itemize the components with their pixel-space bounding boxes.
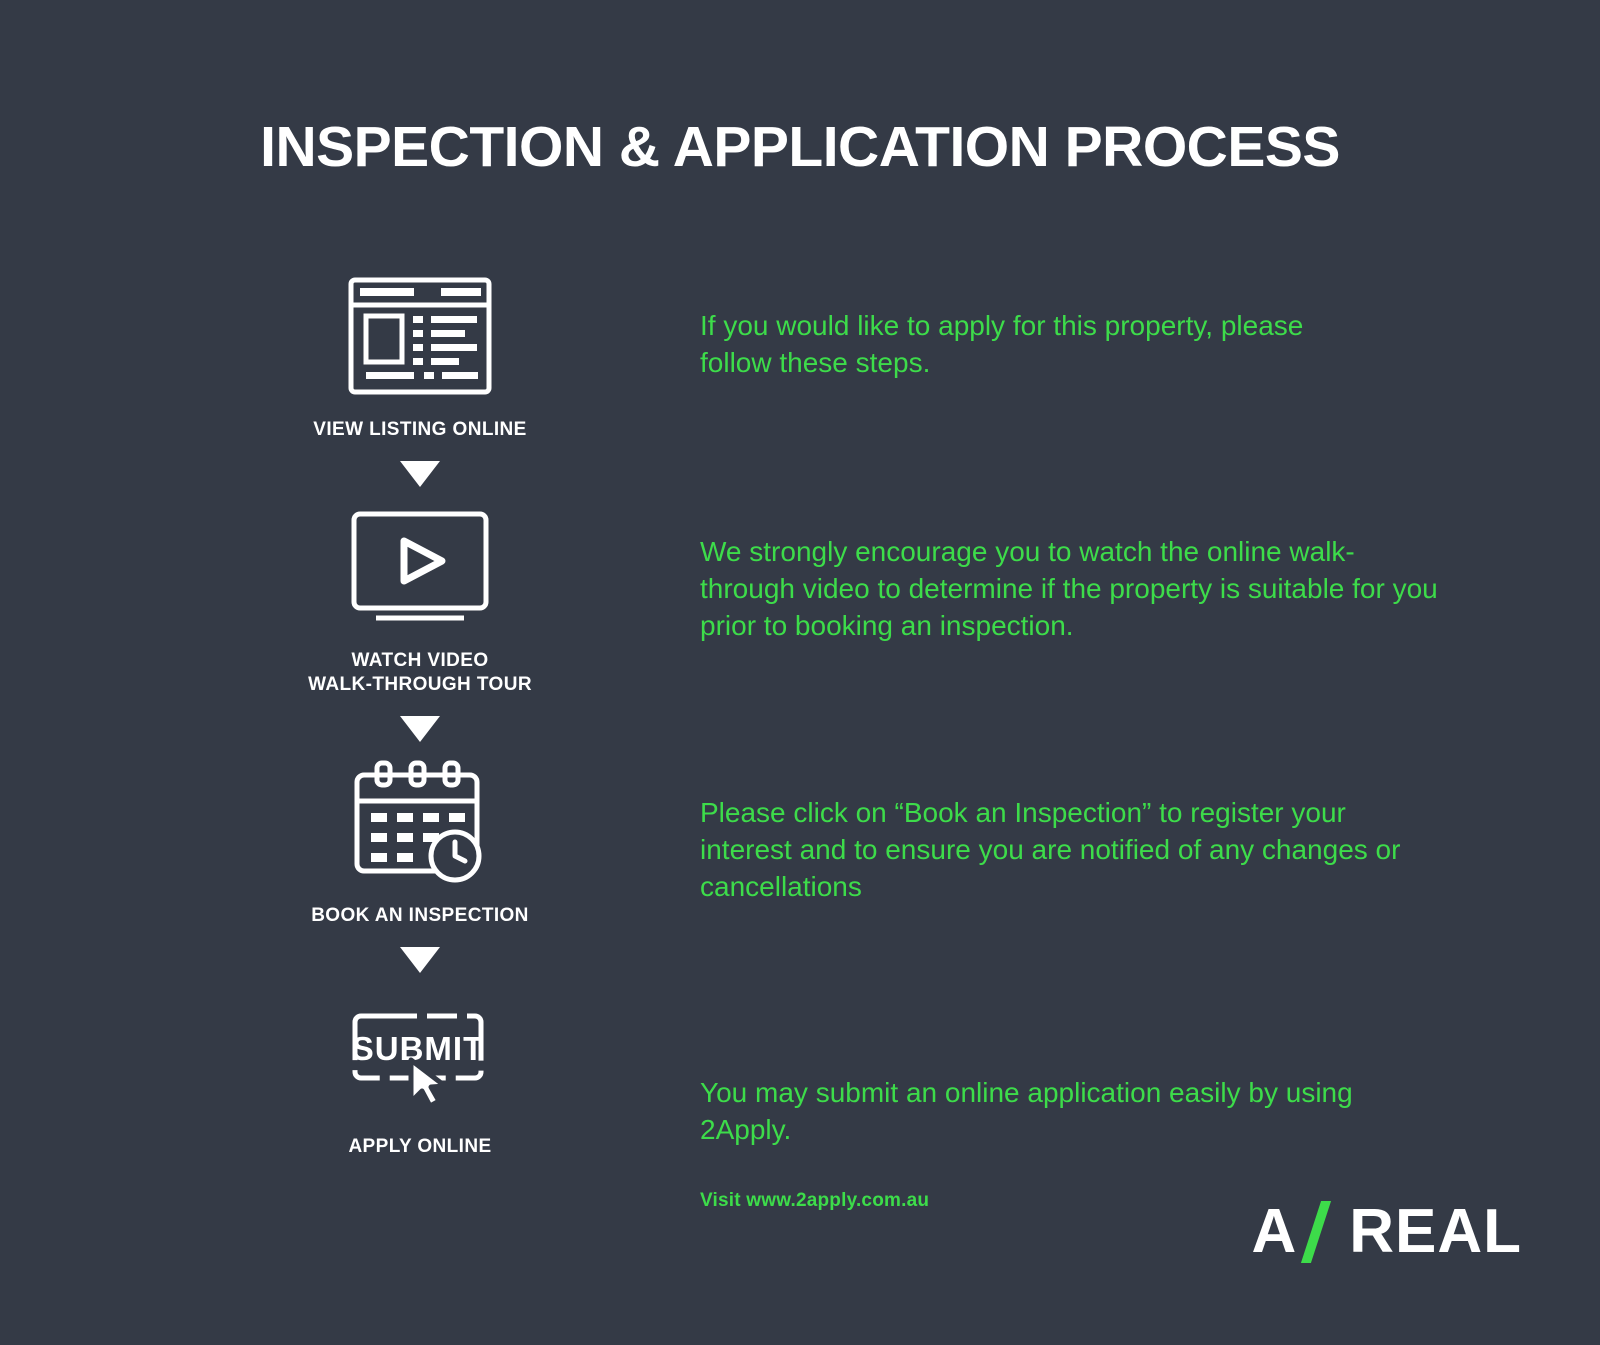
step-label-watch-video-line2: WALK-THROUGH TOUR [308, 674, 532, 696]
page-title: INSPECTION & APPLICATION PROCESS [260, 115, 1340, 179]
calendar-clock-icon [340, 756, 500, 888]
browser-listing-icon [340, 270, 500, 402]
brand-logo [1251, 1196, 1522, 1267]
step-label-book-inspection: BOOK AN INSPECTION [311, 905, 529, 927]
logo-letter-a: A [1251, 1197, 1298, 1266]
arrow-down-icon-2 [400, 716, 440, 742]
description-apply-online: You may submit an online application easily by using 2Apply. [700, 1077, 1353, 1145]
step-label-watch-video-line1: WATCH VIDEO [351, 649, 489, 671]
description-view-listing: If you would like to apply for this property, please follow these steps. [700, 310, 1304, 378]
description-watch-video: We strongly encourage you to watch the online walk-through video to determine if the property is suitable for you prior to booking an inspection. [700, 536, 1438, 641]
step-apply-online[interactable] [270, 987, 570, 1160]
step-label-watch-video [308, 649, 532, 698]
arrow-down-icon-1 [400, 461, 440, 487]
visit-link[interactable]: Visit www.2apply.com.au [700, 1190, 930, 1211]
description-book-inspection: Please click on “Book an Inspection” to register your interest and to ensure you are notified of any changes or cancellations [700, 797, 1401, 902]
step-label-apply-online: APPLY ONLINE [348, 1135, 492, 1157]
svg-text:SUBMIT: SUBMIT [351, 1029, 485, 1067]
arrow-down-icon-3 [400, 947, 440, 973]
slash-icon [1301, 1201, 1335, 1263]
step-watch-video[interactable] [270, 501, 570, 698]
steps-column [270, 270, 570, 1159]
submit-button-cursor-icon [340, 987, 500, 1119]
step-book-inspection[interactable] [270, 756, 570, 929]
logo-word-real: REAL [1349, 1197, 1522, 1266]
video-play-icon [340, 501, 500, 633]
step-view-listing[interactable] [270, 270, 570, 443]
step-label-view-listing: VIEW LISTING ONLINE [313, 419, 527, 440]
